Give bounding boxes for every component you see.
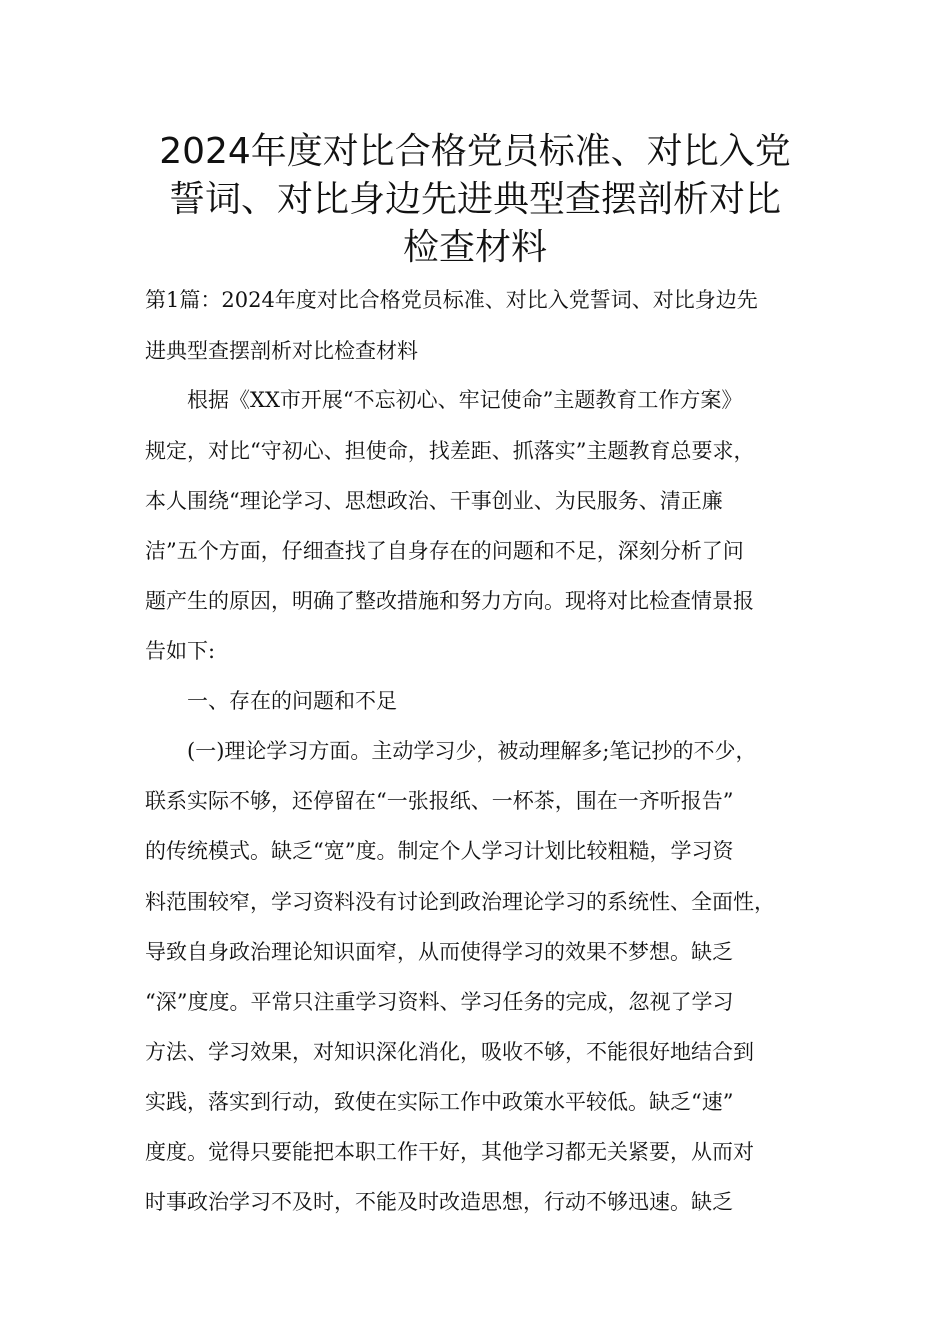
body-text-line: 导致自身政治理论知识面窄，从而使得学习的效果不梦想。缺乏 bbox=[145, 940, 733, 964]
body-text-line: 实践，落实到行动，致使在实际工作中政策水平较低。缺乏“速” bbox=[145, 1090, 734, 1114]
title-line: 誓词、对比身边先进典型查摆剖析对比 bbox=[168, 179, 781, 220]
body-text-line: 题产生的原因，明确了整改措施和努力方向。现将对比检查情景报 bbox=[145, 589, 754, 613]
body-text-line: 告如下: bbox=[145, 639, 216, 663]
chapter-heading-line: 进典型查摆剖析对比检查材料 bbox=[145, 339, 418, 363]
body-text-line: 根据《XX市开展“不忘初心、牢记使命”主题教育工作方案》 bbox=[145, 388, 743, 412]
title-line: 检查材料 bbox=[402, 227, 547, 268]
body-text-line: 规定，对比“守初心、担使命，找差距、抓落实”主题教育总要求， bbox=[145, 439, 755, 463]
body-text-line: 联系实际不够，还停留在“一张报纸、一杯茶，围在一齐听报告” bbox=[145, 789, 734, 813]
body-text-line: (一)理论学习方面。主动学习少，被动理解多;笔记抄的不少， bbox=[145, 739, 757, 763]
body-text-line: 方法、学习效果，对知识深化消化，吸收不够，不能很好地结合到 bbox=[145, 1040, 754, 1064]
body-text-line: 度度。觉得只要能把本职工作干好，其他学习都无关紧要，从而对 bbox=[145, 1140, 754, 1164]
body-text-line: 本人围绕“理论学习、思想政治、干事创业、为民服务、清正廉 bbox=[145, 489, 723, 513]
document-title bbox=[110, 128, 840, 272]
body-text-line: 时事政治学习不及时，不能及时改造思想，行动不够迅速。缺乏 bbox=[145, 1190, 733, 1214]
chapter-heading-line: 第1篇：2024年度对比合格党员标准、对比入党誓词、对比身边先 bbox=[145, 288, 758, 312]
body-text-line: 料范围较窄，学习资料没有讨论到政治理论学习的系统性、全面性， bbox=[145, 890, 775, 914]
body-text-line: 的传统模式。缺乏“宽”度。制定个人学习计划比较粗糙，学习资 bbox=[145, 839, 734, 863]
body-text-line: “深”度度。平常只注重学习资料、学习任务的完成，忽视了学习 bbox=[145, 990, 734, 1014]
section-heading: 一、存在的问题和不足 bbox=[145, 689, 397, 713]
title-line: 2024年度对比合格党员标准、对比入党 bbox=[159, 131, 791, 172]
body-text-line: 洁”五个方面，仔细查找了自身存在的问题和不足，深刻分析了问 bbox=[145, 539, 744, 563]
